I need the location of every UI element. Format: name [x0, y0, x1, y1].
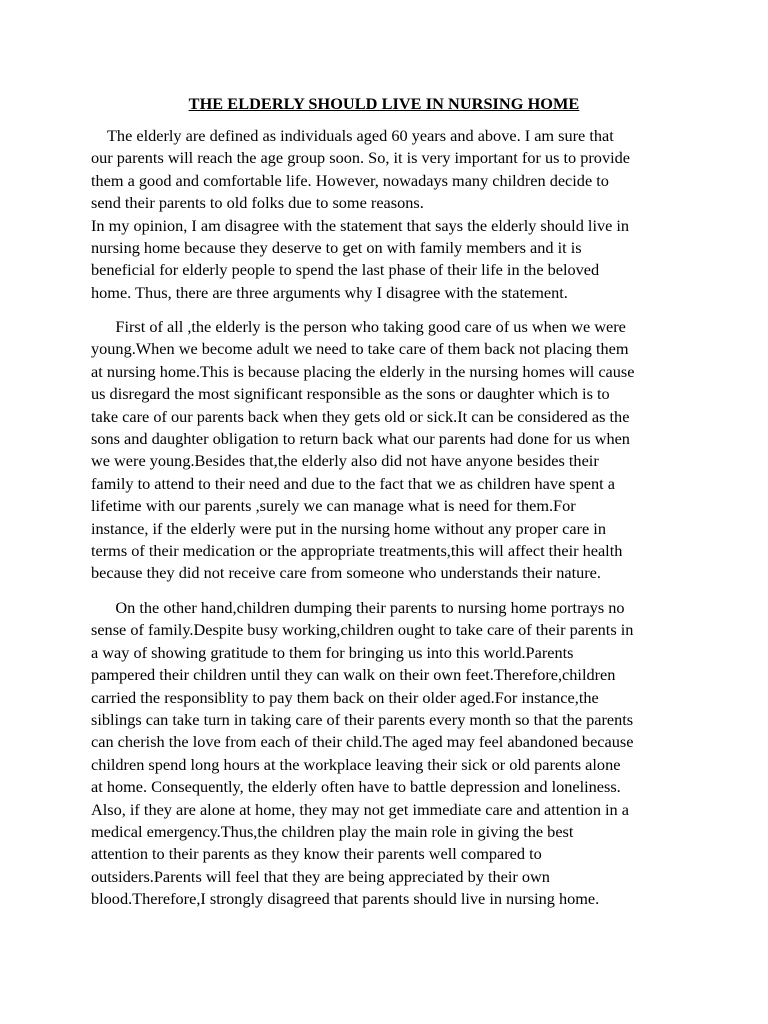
text-line: children spend long hours at the workplace leaving their sick or old parents alone — [91, 754, 621, 774]
text-line: because they did not receive care from someone who understands their nature. — [91, 563, 601, 583]
text-line: can cherish the love from each of their child.The aged may feel abandoned because — [91, 732, 634, 752]
text-line: instance, if the elderly were put in the nursing home without any proper care in — [91, 518, 606, 538]
text-line: sense of family.Despite busy working,children ought to take care of their parents in — [91, 620, 634, 640]
text-line: Also, if they are alone at home, they may not get immediate care and attention in a — [91, 799, 629, 819]
text-line: attention to their parents as they know their parents well compared to — [91, 844, 542, 864]
text-line: terms of their medication or the appropriate treatments,this will affect their health — [91, 540, 623, 560]
text-line: at home. Consequently, the elderly often have to battle depression and loneliness. — [91, 777, 621, 797]
text-line: take care of our parents back when they gets old or sick.It can be considered as the — [91, 406, 630, 426]
text-line: outsiders.Parents will feel that they are being appreciated by their own — [91, 866, 550, 886]
body-paragraph-1 — [91, 316, 691, 585]
text-line: send their parents to old folks due to some reasons. — [91, 193, 424, 213]
text-line: sons and daughter obligation to return back what our parents had done for us when — [91, 428, 630, 448]
text-line: our parents will reach the age group soon. So, it is very important for us to provide — [91, 148, 630, 168]
text-line: blood.Therefore,I strongly disagreed that parents should live in nursing home. — [91, 889, 600, 909]
text-line: On the other hand,children dumping their parents to nursing home portrays no — [91, 598, 625, 617]
text-line: a way of showing gratitude to them for bringing us into this world.Parents — [91, 642, 574, 662]
text-line: home. Thus, there are three arguments why I disagree with the statement. — [91, 282, 568, 302]
text-line: at nursing home.This is because placing the elderly in the nursing homes will cause — [91, 361, 635, 381]
text-line: we were young.Besides that,the elderly also did not have anyone besides their — [91, 451, 599, 471]
text-line: us disregard the most significant responsible as the sons or daughter which is to — [91, 384, 610, 404]
text-line: family to attend to their need and due to the fact that we as children have spent a — [91, 473, 615, 493]
text-line: First of all ,the elderly is the person who taking good care of us when we were — [91, 317, 626, 336]
text-line: them a good and comfortable life. However, nowadays many children decide to — [91, 170, 609, 190]
text-line: carried the responsiblity to pay them back on their older aged.For instance,the — [91, 687, 599, 707]
text-line: lifetime with our parents ,surely we can manage what is need for them.For — [91, 496, 576, 516]
text-line: pampered their children until they can walk on their own feet.Therefore,children — [91, 665, 616, 685]
document-title: THE ELDERLY SHOULD LIVE IN NURSING HOME — [188, 94, 580, 113]
text-line: The elderly are defined as individuals aged 60 years and above. I am sure that — [91, 126, 614, 145]
text-line: In my opinion, I am disagree with the statement that says the elderly should live in — [91, 215, 630, 235]
text-line: siblings can take turn in taking care of their parents every month so that the parents — [91, 709, 634, 729]
text-line: beneficial for elderly people to spend the last phase of their life in the beloved — [91, 260, 600, 280]
text-line: medical emergency.Thus,the children play the main role in giving the best — [91, 821, 574, 841]
text-line: young.When we become adult we need to take care of them back not placing them — [91, 339, 629, 359]
intro-paragraph — [91, 125, 691, 304]
text-line: nursing home because they deserve to get on with family members and it is — [91, 237, 582, 257]
body-paragraph-2 — [91, 597, 691, 910]
